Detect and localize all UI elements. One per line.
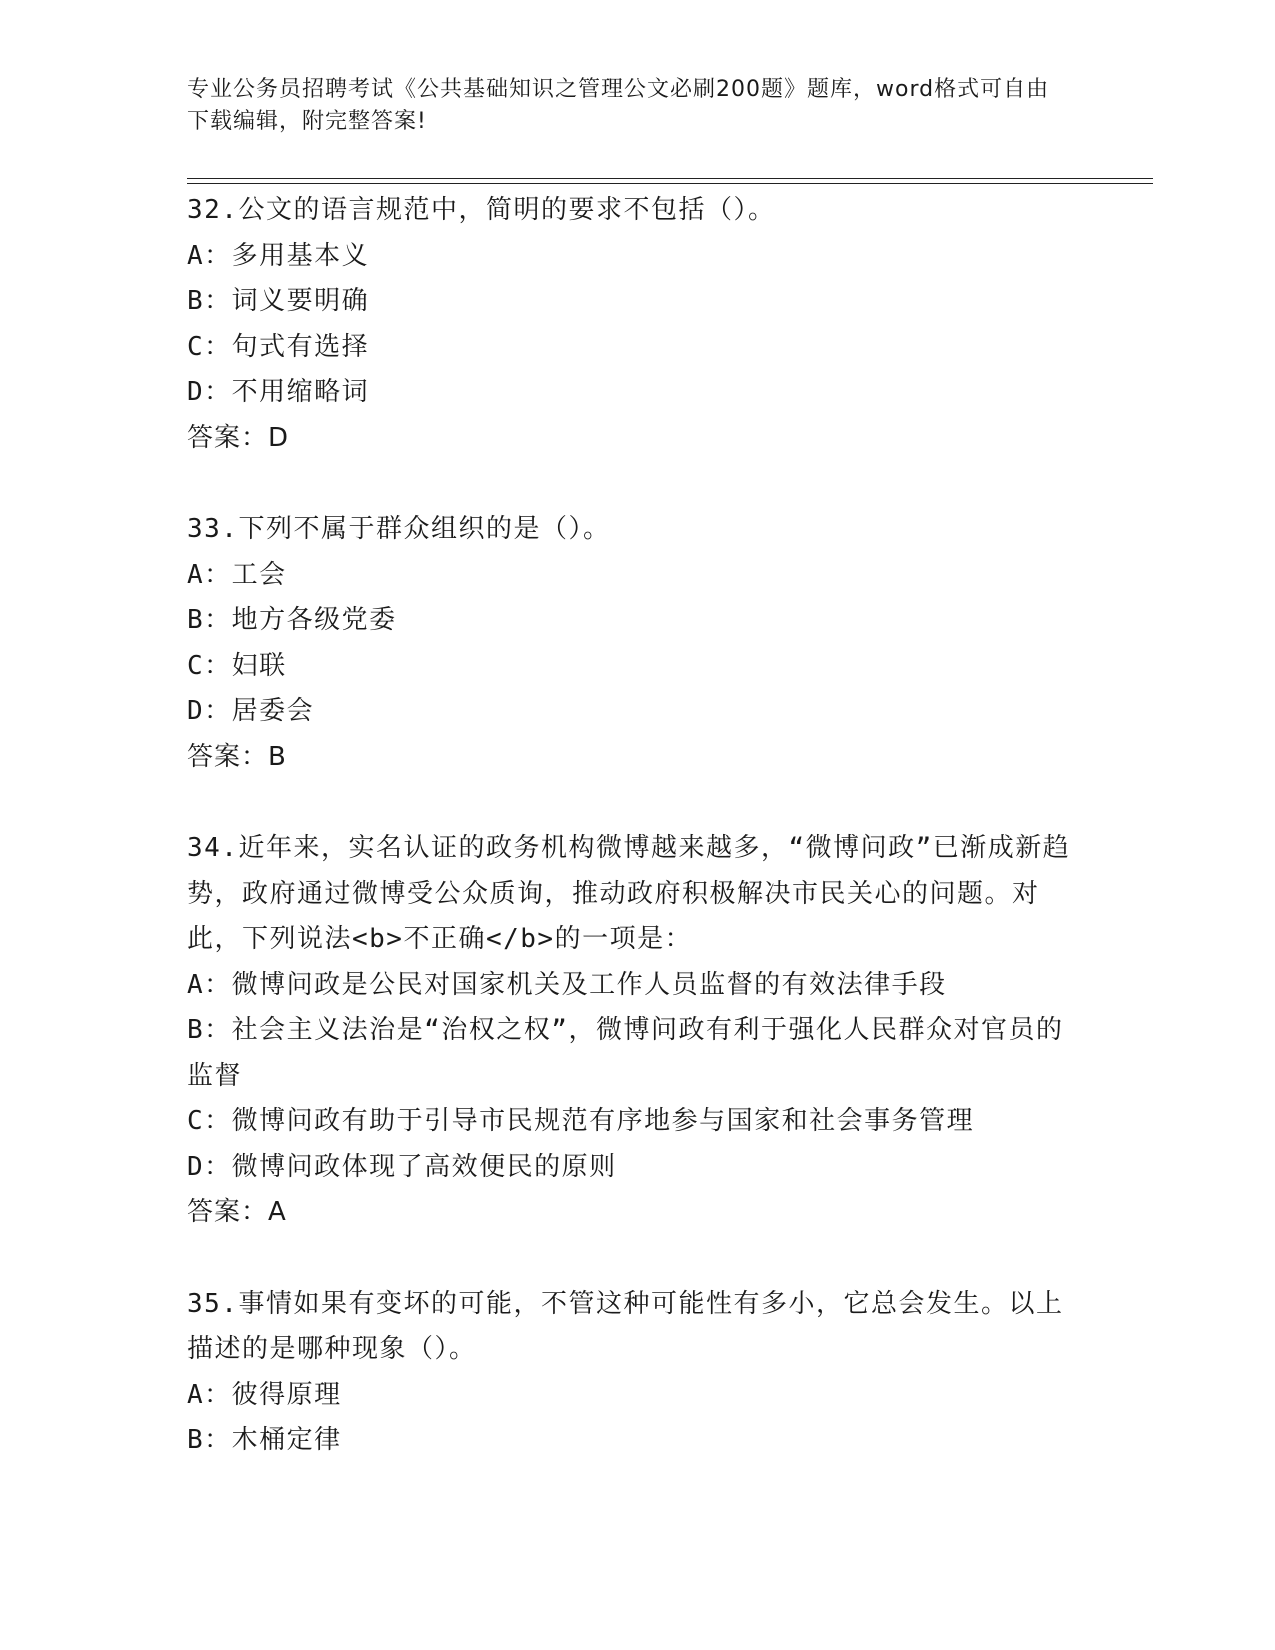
question-stem: 33.下列不属于群众组织的是（）。 xyxy=(187,514,611,544)
option-d: D：微博问政体现了高效便民的原则 xyxy=(187,1151,617,1182)
question-stem: 34.近年来，实名认证的政务机构微博越来越多，“微博问政”已渐成新趋势，政府通过微博受公众质询，推动政府积极解决市民关心的问题。对此，下列说法<b>不正确</b>的一项是： xyxy=(187,833,1071,954)
option-c: C：微博问政有助于引导市民规范有序地参与国家和社会事务管理 xyxy=(187,1106,975,1136)
question-item xyxy=(187,826,1087,1236)
option-b: B：词义要明确 xyxy=(187,286,370,316)
option-a: A：微博问政是公民对国家机关及工作人员监督的有效法律手段 xyxy=(187,969,947,1000)
question-item xyxy=(187,1282,1087,1464)
option-d: D：居委会 xyxy=(187,696,315,726)
answer-line: 答案：A xyxy=(187,1197,287,1227)
option-c: C：妇联 xyxy=(187,650,287,681)
option-a: A：多用基本义 xyxy=(187,240,370,271)
question-item xyxy=(187,188,1087,461)
header-divider-bottom xyxy=(187,183,1153,184)
answer-line: 答案：B xyxy=(187,741,287,772)
question-stem: 32.公文的语言规范中，简明的要求不包括（）。 xyxy=(187,195,776,225)
option-b: B：木桶定律 xyxy=(187,1425,342,1455)
answer-line: 答案：D xyxy=(187,422,290,453)
option-a: A：工会 xyxy=(187,559,287,590)
option-d: D：不用缩略词 xyxy=(187,377,370,407)
option-c: C：句式有选择 xyxy=(187,331,370,362)
option-b: B：社会主义法治是“治权之权”，微博问政有利于强化人民群众对官员的监督 xyxy=(187,1015,1064,1091)
document-header: 专业公务员招聘考试《公共基础知识之管理公文必刷200题》题库，word格式可自由下载编辑，附完整答案! xyxy=(187,77,1050,134)
question-list xyxy=(187,188,1087,1464)
header-divider-top xyxy=(187,178,1153,179)
question-stem: 35.事情如果有变坏的可能，不管这种可能性有多小，它总会发生。以上描述的是哪种现象（）。 xyxy=(187,1288,1064,1364)
option-a: A：彼得原理 xyxy=(187,1379,342,1410)
question-item xyxy=(187,507,1087,780)
option-b: B：地方各级党委 xyxy=(187,605,397,635)
